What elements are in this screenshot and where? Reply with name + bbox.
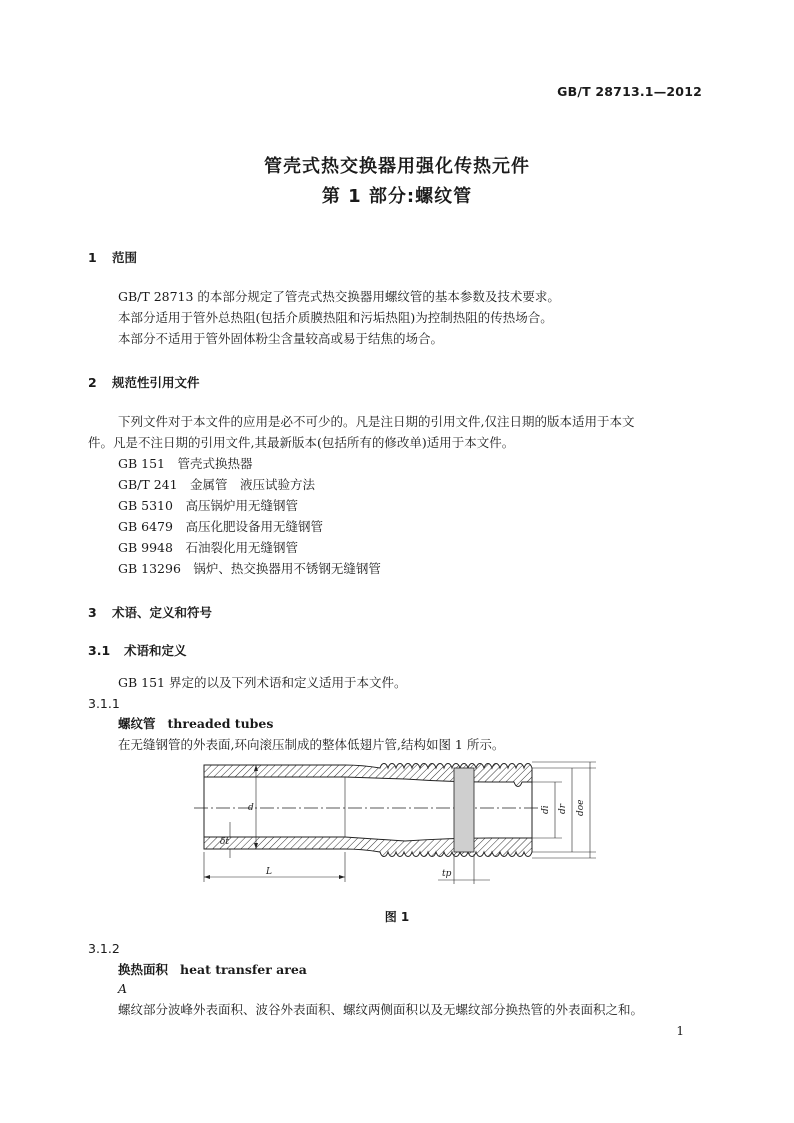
standard-number: GB/T 28713.1—2012 <box>557 84 702 99</box>
section-1-para-2: 本部分适用于管外总热阻(包括介质膜热阻和污垢热阻)为控制热阻的传热场合。 <box>118 310 553 325</box>
subsection-number: 3.1 <box>88 643 111 658</box>
subsection-title: 术语和定义 <box>124 643 187 658</box>
threaded-tube-figure <box>190 758 610 888</box>
section-number: 3 <box>88 605 97 620</box>
term-3-1-2-definition: 螺纹部分波峰外表面积、波谷外表面积、螺纹两侧面积以及无螺纹部分换热管的外表面积之和。 <box>118 1002 644 1017</box>
reference-item: GB 9948 石油裂化用无缝钢管 <box>118 540 298 555</box>
section-2-intro-line-1: 下列文件对于本文件的应用是必不可少的。凡是注日期的引用文件,仅注日期的版本适用于本文 <box>118 414 635 429</box>
section-1-heading <box>88 248 137 266</box>
section-2-heading <box>88 373 200 391</box>
term-3-1-1-definition: 在无缝钢管的外表面,环向滚压制成的整体低翅片管,结构如图 1 所示。 <box>118 737 505 752</box>
subsection-3-1-intro: GB 151 界定的以及下列术语和定义适用于本文件。 <box>118 675 407 690</box>
label-dr: dr <box>558 803 568 814</box>
section-title: 术语、定义和符号 <box>112 605 213 620</box>
reference-item: GB/T 241 金属管 液压试验方法 <box>118 477 316 492</box>
label-d: d <box>248 803 254 813</box>
section-1-para-1: GB/T 28713 的本部分规定了管壳式热交换器用螺纹管的基本参数及技术要求。 <box>118 289 560 304</box>
document-title-line1: 管壳式热交换器用强化传热元件 <box>264 156 530 177</box>
section-3-heading <box>88 603 212 621</box>
reference-item: GB 151 管壳式换热器 <box>118 456 253 471</box>
label-tp: tp <box>442 869 452 879</box>
term-en: threaded tubes <box>167 716 274 731</box>
reference-item: GB 13296 锅炉、热交换器用不锈钢无缝钢管 <box>118 561 381 576</box>
term-3-1-1-number: 3.1.1 <box>88 696 120 711</box>
term-en: heat transfer area <box>180 962 307 977</box>
reference-item: GB 5310 高压锅炉用无缝钢管 <box>118 498 298 513</box>
section-title: 规范性引用文件 <box>112 375 200 390</box>
section-2-intro-line-2: 件。凡是不注日期的引用文件,其最新版本(包括所有的修改单)适用于本文件。 <box>88 435 515 450</box>
reference-item: GB 6479 高压化肥设备用无缝钢管 <box>118 519 323 534</box>
section-number: 2 <box>88 375 97 390</box>
term-zh: 换热面积 <box>118 962 169 977</box>
term-zh: 螺纹管 <box>118 716 156 731</box>
term-3-1-1 <box>118 714 273 732</box>
label-di: di <box>541 805 551 814</box>
label-L: L <box>266 867 272 877</box>
document-title-line2: 第 1 部分:螺纹管 <box>321 186 473 207</box>
reference-list <box>118 453 381 579</box>
section-number: 1 <box>88 250 97 265</box>
figure-caption: 图 1 <box>384 910 410 924</box>
term-3-1-2-number: 3.1.2 <box>88 941 120 956</box>
label-delta-t: δt <box>220 837 230 847</box>
page-number: 1 <box>676 1024 684 1038</box>
section-1-para-3: 本部分不适用于管外固体粉尘含量较高或易于结焦的场合。 <box>118 331 444 346</box>
term-3-1-2 <box>118 960 307 978</box>
subsection-3-1-heading <box>88 641 187 659</box>
section-title: 范围 <box>112 250 138 265</box>
term-3-1-2-symbol: A <box>118 981 128 996</box>
label-doe: doe <box>576 799 586 816</box>
